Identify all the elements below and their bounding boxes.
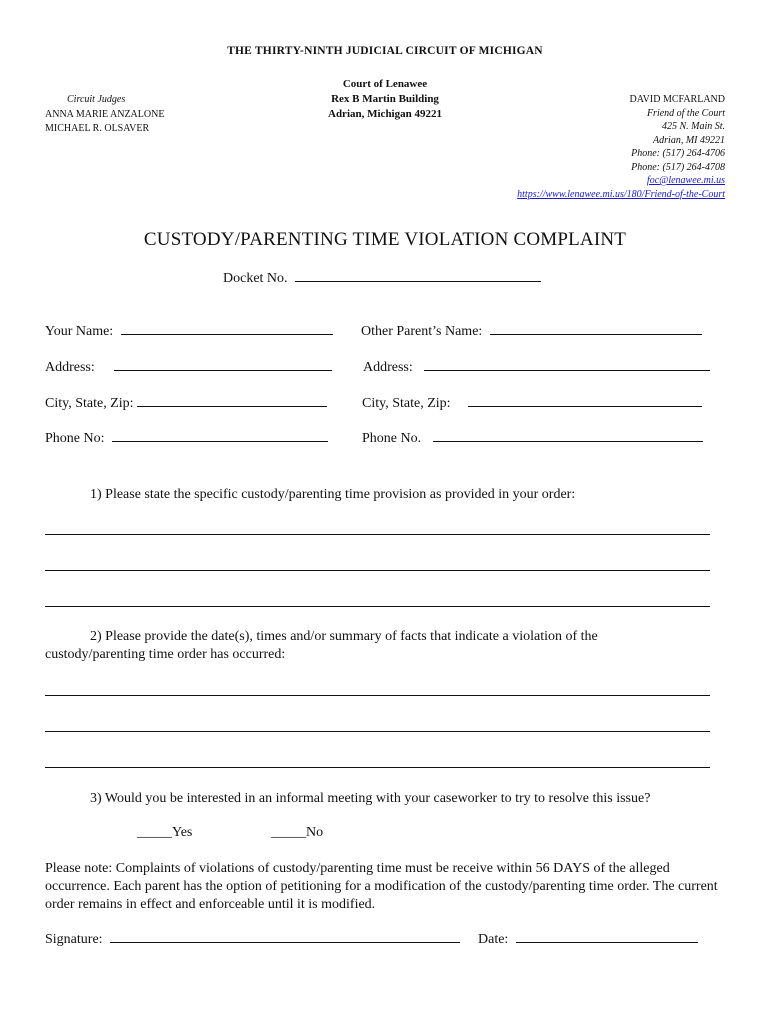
other-parent-label: Other Parent’s Name: — [361, 324, 483, 339]
foc-street: 425 N. Main St. — [661, 121, 725, 132]
friend-of-court-block — [517, 93, 725, 201]
judge-name: ANNA MARIE ANZALONE — [45, 108, 165, 120]
other-parent-name-field[interactable] — [490, 333, 702, 335]
foc-website-link[interactable]: https://www.lenawee.mi.us/180/Friend-of-the-Court — [517, 188, 725, 200]
docket-row — [223, 271, 541, 287]
foc-city: Adrian, MI 49221 — [653, 134, 725, 146]
court-address-block — [285, 77, 485, 122]
other-parent-row — [361, 324, 702, 340]
address-row-left — [45, 360, 332, 376]
docket-field[interactable] — [295, 280, 541, 282]
court-city: Adrian, Michigan 49221 — [328, 108, 442, 120]
city-state-zip-label: City, State, Zip: — [45, 396, 134, 411]
judges-label: Circuit Judges — [67, 94, 126, 105]
date-field[interactable] — [516, 941, 698, 943]
foc-title: Friend of the Court — [646, 107, 725, 119]
foc-phone: Phone: (517) 264-4708 — [631, 161, 725, 173]
your-city-field[interactable] — [137, 405, 327, 407]
question-2-line-1: 2) Please provide the date(s), times and/or summary of facts that indicate a violation of the — [90, 629, 598, 644]
other-address-field[interactable] — [424, 369, 710, 371]
city-row-left — [45, 396, 327, 412]
phone-row-left — [45, 431, 328, 447]
address-label: Address: — [363, 360, 413, 375]
answer-line-q1[interactable] — [45, 606, 710, 607]
answer-line-q2[interactable] — [45, 731, 710, 732]
docket-label: Docket No. — [223, 271, 288, 286]
date-row — [478, 932, 698, 948]
question-2-line-2: custody/parenting time order has occurred: — [45, 647, 286, 662]
other-city-field[interactable] — [468, 405, 702, 407]
signature-field[interactable] — [110, 941, 460, 943]
no-option[interactable]: _____No — [271, 825, 324, 840]
city-state-zip-label: City, State, Zip: — [362, 396, 451, 411]
foc-name: DAVID MCFARLAND — [629, 94, 725, 105]
judge-name: MICHAEL R. OLSAVER — [45, 123, 150, 134]
phone-row-right — [362, 431, 703, 447]
building-name: Rex B Martin Building — [331, 93, 439, 105]
phone-label: Phone No. — [362, 431, 422, 446]
phone-label: Phone No: — [45, 431, 105, 446]
city-row-right — [362, 396, 702, 412]
your-phone-field[interactable] — [112, 440, 328, 442]
your-address-field[interactable] — [114, 369, 332, 371]
your-name-row — [45, 324, 333, 340]
your-name-label: Your Name: — [45, 324, 114, 339]
signature-label: Signature: — [45, 932, 103, 947]
answer-line-q1[interactable] — [45, 534, 710, 535]
court-name: Court of Lenawee — [342, 78, 428, 90]
answer-line-q2[interactable] — [45, 695, 710, 696]
court-title: THE THIRTY-NINTH JUDICIAL CIRCUIT OF MICHIGAN — [227, 45, 543, 57]
circuit-judges-block — [45, 93, 164, 137]
note-paragraph: Please note: Complaints of violations of custody/parenting time must be receive within 56 DAYS of the alleged occurrence. Each parent has the option of petitioning for a modification of the custody/parenting time order. The current order remains in effect and enforceable until it is modified. — [45, 861, 718, 912]
address-row-right — [363, 360, 710, 376]
question-3: 3) Would you be interested in an informal meeting with your caseworker to try to resolve this issue? — [90, 791, 651, 806]
yes-option[interactable]: _____Yes — [137, 825, 193, 840]
address-label: Address: — [45, 360, 95, 375]
question-1: 1) Please state the specific custody/parenting time provision as provided in your order: — [90, 487, 576, 502]
foc-phone: Phone: (517) 264-4706 — [631, 148, 725, 159]
answer-line-q1[interactable] — [45, 570, 710, 571]
answer-line-q2[interactable] — [45, 767, 710, 768]
signature-row — [45, 932, 460, 948]
your-name-field[interactable] — [121, 333, 333, 335]
form-title: CUSTODY/PARENTING TIME VIOLATION COMPLAINT — [143, 229, 627, 250]
date-label: Date: — [478, 932, 509, 947]
foc-email-link[interactable]: foc@lenawee.mi.us — [646, 175, 725, 186]
other-phone-field[interactable] — [433, 440, 703, 442]
